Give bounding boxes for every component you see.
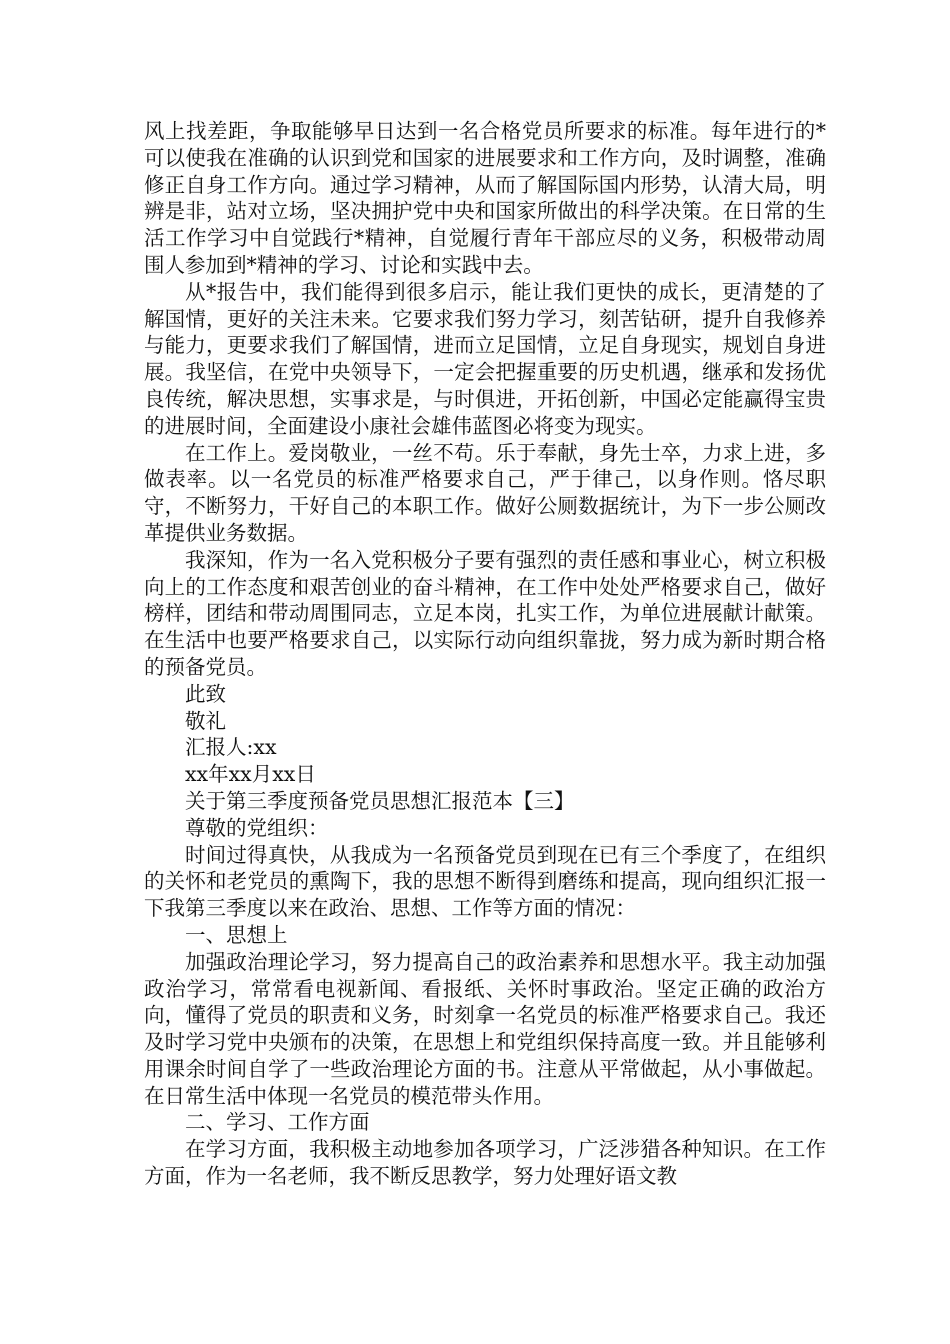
paragraph-continued: 风上找差距，争取能够早日达到一名合格党员所要求的标准。每年进行的*可以使我在准确的认识到党和国家的进展要求和工作方向，及时调整，准确修正自身工作方向。通过学习精神，从而了解国际国内形势，认清大局，明辨是非，站对立场，坚决拥护党中央和国家所做出的科学决策。在日常的生活工作学习中自觉践行*精神，自觉履行青年干部应尽的义务，积极带动周围人参加到*精神的学习、讨论和实践中去。	[144, 119, 826, 277]
paragraph-work: 在工作上。爱岗敬业，一丝不苟。乐于奉献，身先士卒，力求上进，多做表率。以一名党员的标准严格要求自己，严于律己，以身作则。恪尽职守，不断努力，干好自己的本职工作。做好公厕数据统计，为下一步公厕改革提供业务数据。	[144, 440, 826, 545]
paragraph-politics: 加强政治理论学习，努力提高自己的政治素养和思想水平。我主动加强政治学习，常常看电视新闻、看报纸、关怀时事政治。坚定正确的政治方向，懂得了党员的职责和义务，时刻拿一名党员的标准严格要求自己。我还及时学习党中央颁布的决策，在思想上和党组织保持高度一致。并且能够利用课余时间自学了一些政治理论方面的书。注意从平常做起，从小事做起。在日常生活中体现一名党员的模范带头作用。	[144, 949, 826, 1108]
paragraph-awareness: 我深知，作为一名入党积极分子要有强烈的责任感和事业心，树立积极向上的工作态度和艰苦创业的奋斗精神，在工作中处处严格要求自己，做好榜样，团结和带动周围同志，立足本岗，扎实工作，为单位进展献计献策。在生活中也要严格要求自己，以实际行动向组织靠拢，努力成为新时期合格的预备党员。	[144, 547, 826, 679]
paragraph-intro: 时间过得真快，从我成为一名预备党员到现在已有三个季度了，在组织的关怀和老党员的熏陶下，我的思想不断得到磨练和提高，现向组织汇报一下我第三季度以来在政治、思想、工作等方面的情况：	[144, 842, 826, 921]
section-title: 关于第三季度预备党员思想汇报范本【三】	[185, 788, 575, 813]
closing-respect: 敬礼	[185, 708, 226, 733]
greeting: 尊敬的党组织：	[185, 815, 329, 840]
paragraph-report-lessons: 从*报告中，我们能得到很多启示，能让我们更快的成长，更清楚的了解国情，更好的关注未来。它要求我们努力学习，刻苦钻研，提升自我修养与能力，更要求我们了解国情，进而立足国情，立足自身现实，规划自身进展。我坚信，在党中央领导下，一定会把握重要的历史机遇，继承和发扬优良传统，解决思想，实事求是，与时俱进，开拓创新，中国必定能赢得宝贵的进展时间，全面建设小康社会雄伟蓝图必将变为现实。	[144, 279, 826, 438]
document-page	[144, 118, 826, 1190]
report-date: xx年xx月xx日	[185, 762, 316, 787]
paragraph-study: 在学习方面，我积极主动地参加各项学习，广泛涉猎各种知识。在工作方面，作为一名老师，我不断反思教学，努力处理好语文教	[144, 1137, 826, 1189]
heading-study-work: 二、学习、工作方面	[185, 1110, 370, 1135]
reporter-name: 汇报人:xx	[185, 735, 277, 760]
heading-thought: 一、思想上	[185, 922, 288, 947]
closing-salutation: 此致	[185, 681, 226, 706]
